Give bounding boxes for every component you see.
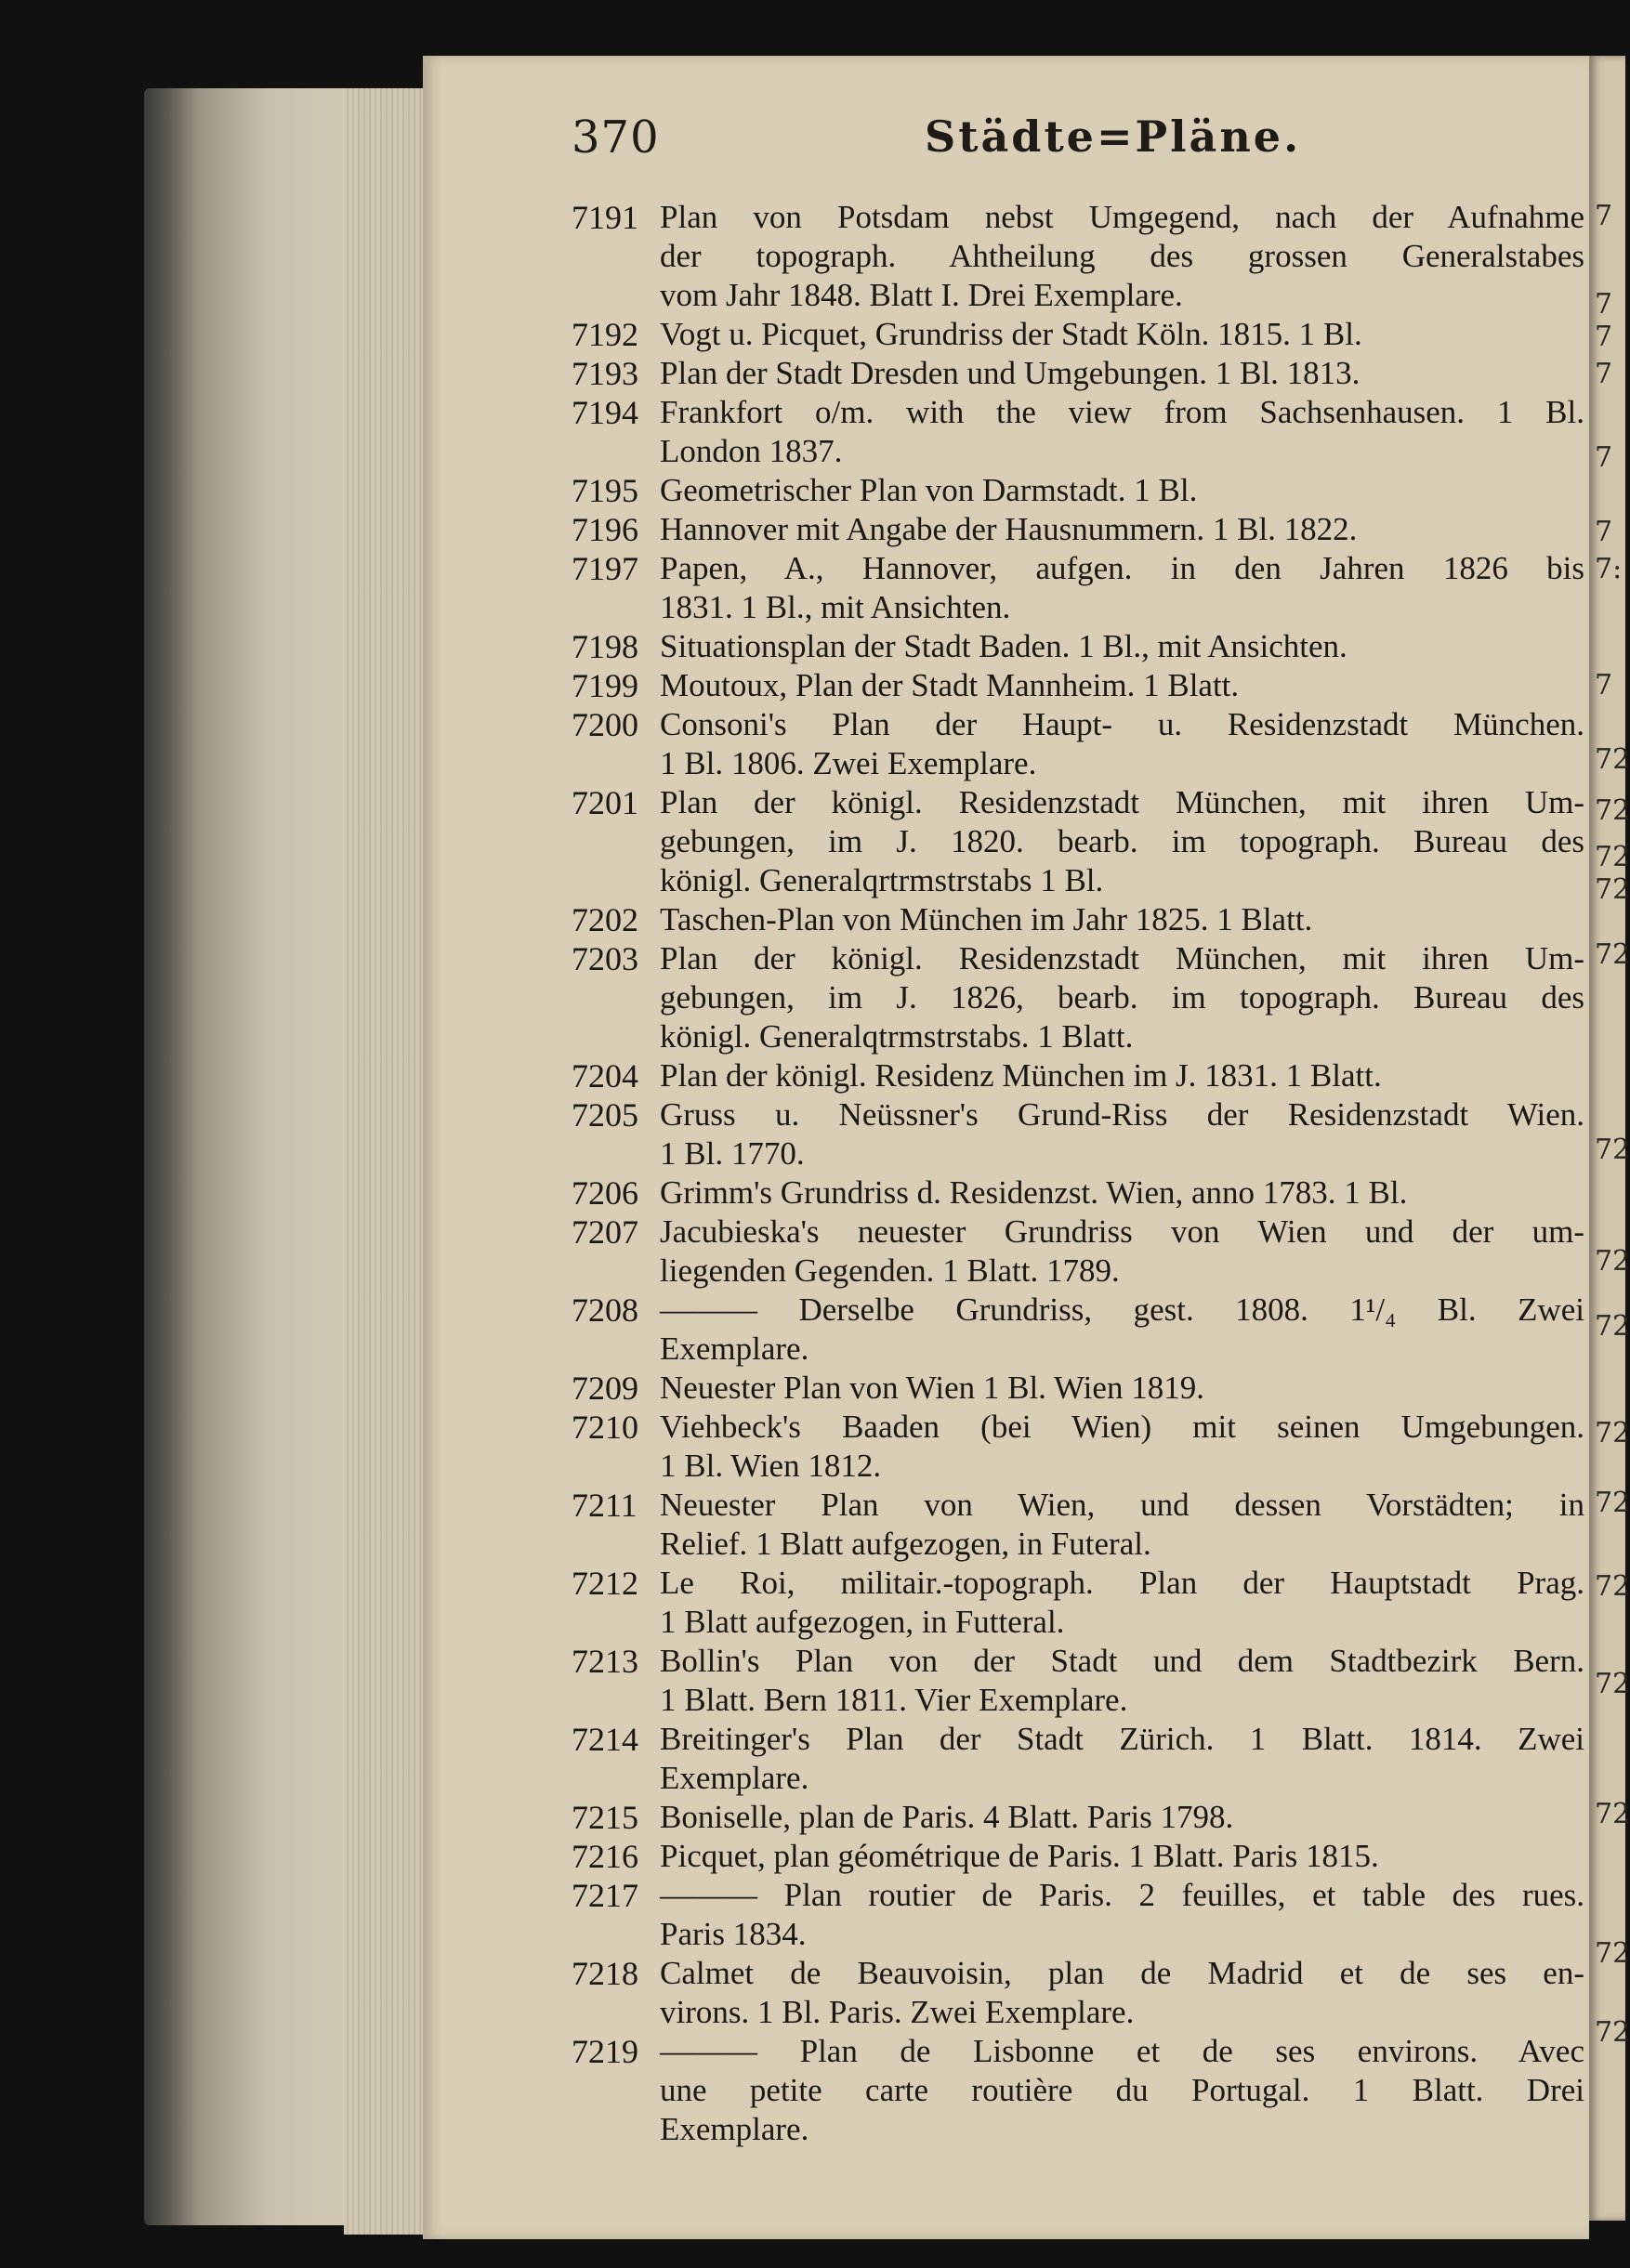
- next-page-fragment: 7: [1595, 321, 1613, 353]
- entry-text-line: Viehbeck's Baaden (bei Wien) mit seinen Umgebungen.: [660, 1409, 1584, 1445]
- entry-text-line: ——— Plan de Lisbonne et de ses environs. Avec: [660, 2033, 1584, 2069]
- entry-text-line: gebungen, im J. 1826, bearb. im topograph. Bureau des: [660, 979, 1584, 1016]
- entry-number: 7215: [572, 1799, 638, 1836]
- entry-text-line: Plan der Stadt Dresden und Umgebungen. 1 Bl. 1813.: [660, 355, 1361, 391]
- catalog-entry: [572, 1837, 1584, 1876]
- entry-text-line: 1 Bl. Wien 1812.: [660, 1448, 882, 1484]
- catalog-entry: [572, 510, 1584, 549]
- entry-text-line: Taschen-Plan von München im Jahr 1825. 1 Blatt.: [660, 901, 1313, 937]
- entry-number: 7198: [572, 628, 638, 665]
- entry-number: 7207: [572, 1213, 638, 1251]
- entry-number: 7201: [572, 784, 638, 821]
- entry-text-line: vom Jahr 1848. Blatt I. Drei Exemplare.: [660, 277, 1183, 313]
- entry-text-line: Jacubieska's neuester Grundriss von Wien und der um-: [660, 1213, 1584, 1250]
- entry-text-line: London 1837.: [660, 433, 843, 469]
- entry-text-line: Vogt u. Picquet, Grundriss der Stadt Köln. 1815. 1 Bl.: [660, 316, 1362, 352]
- next-page-fragment: 7: [1595, 441, 1613, 474]
- catalog-entry: [572, 1056, 1584, 1095]
- entry-text-line: Situationsplan der Stadt Baden. 1 Bl., mit Ansichten.: [660, 628, 1347, 664]
- entry-number: 7212: [572, 1565, 638, 1602]
- page-stack-edge: [344, 88, 427, 2235]
- entry-text-line: Plan der königl. Residenz München im J. 1831. 1 Blatt.: [660, 1057, 1382, 1094]
- next-page-fragment: 72: [1595, 938, 1630, 971]
- page-number: 370: [572, 111, 660, 164]
- entry-text-line: ——— Derselbe Grundriss, gest. 1808. 1¹/₄ Bl. Zwei: [660, 1291, 1584, 1328]
- catalog-entry: [572, 1954, 1584, 2032]
- catalog-entry: [572, 1095, 1584, 1173]
- next-page-fragment: 7:: [1595, 553, 1623, 585]
- catalog-entry: [572, 1291, 1584, 1369]
- page-header: [572, 111, 1547, 177]
- entry-text-line: Gruss u. Neüssner's Grund-Riss der Residenzstadt Wien.: [660, 1096, 1584, 1133]
- next-page-fragment: 7: [1595, 358, 1613, 390]
- next-page-fragment: 7: [1595, 288, 1613, 321]
- entry-number: 7196: [572, 511, 638, 548]
- entry-text-line: Grimm's Grundriss d. Residenzst. Wien, anno 1783. 1 Bl.: [660, 1174, 1408, 1211]
- entry-text-line: 1 Blatt aufgezogen, in Futteral.: [660, 1604, 1065, 1640]
- entry-text-line: Relief. 1 Blatt aufgezogen, in Futeral.: [660, 1526, 1151, 1562]
- entry-number: 7204: [572, 1057, 638, 1095]
- entry-text-line: 1 Bl. 1806. Zwei Exemplare.: [660, 745, 1037, 781]
- next-page-fragment: 72: [1595, 743, 1630, 776]
- entry-number: 7203: [572, 940, 638, 977]
- entry-number: 7202: [572, 901, 638, 938]
- entry-number: 7206: [572, 1174, 638, 1212]
- entry-text-line: Plan der königl. Residenzstadt München, mit ihren Um-: [660, 784, 1584, 820]
- entry-text-line: une petite carte routière du Portugal. 1 Blatt. Drei: [660, 2072, 1584, 2108]
- catalog-entry: [572, 705, 1584, 783]
- entry-text-line: Neuester Plan von Wien, und dessen Vorstädten; in: [660, 1487, 1584, 1523]
- entry-text-line: 1 Bl. 1770.: [660, 1135, 805, 1172]
- entry-number: 7194: [572, 394, 638, 431]
- catalog-entry: [572, 783, 1584, 900]
- entry-text-line: virons. 1 Bl. Paris. Zwei Exemplare.: [660, 1994, 1135, 2030]
- catalog-entry: [572, 471, 1584, 510]
- entry-text-line: Neuester Plan von Wien 1 Bl. Wien 1819.: [660, 1370, 1204, 1406]
- entry-text-line: ——— Plan routier de Paris. 2 feuilles, et table des rues.: [660, 1877, 1584, 1913]
- entry-text-line: königl. Generalqrtrmstrstabs 1 Bl.: [660, 862, 1104, 898]
- entry-number: 7208: [572, 1291, 638, 1329]
- entry-text-line: Picquet, plan géométrique de Paris. 1 Blatt. Paris 1815.: [660, 1838, 1379, 1874]
- entry-text-line: gebungen, im J. 1820. bearb. im topograph. Bureau des: [660, 823, 1584, 859]
- entry-text-line: liegenden Gegenden. 1 Blatt. 1789.: [660, 1252, 1120, 1289]
- entry-text-line: Moutoux, Plan der Stadt Mannheim. 1 Blatt.: [660, 667, 1240, 703]
- entry-text-line: königl. Generalqtrmstrstabs. 1 Blatt.: [660, 1018, 1134, 1055]
- entry-text-line: 1 Blatt. Bern 1811. Vier Exemplare.: [660, 1682, 1128, 1718]
- entry-text-line: Bollin's Plan von der Stadt und dem Stadtbezirk Bern.: [660, 1643, 1584, 1679]
- entry-number: 7216: [572, 1838, 638, 1875]
- entry-number: 7209: [572, 1370, 638, 1407]
- next-page-fragment: 72: [1595, 1668, 1630, 1700]
- catalog-entry: [572, 393, 1584, 471]
- entry-text-line: Calmet de Beauvoisin, plan de Madrid et de ses en-: [660, 1955, 1584, 1991]
- entry-text-line: Consoni's Plan der Haupt- u. Residenzstadt München.: [660, 706, 1584, 742]
- catalog-entry: [572, 900, 1584, 939]
- next-page-fragment: 72: [1595, 1417, 1630, 1449]
- catalog-entries: [572, 198, 1584, 2149]
- catalog-entry: [572, 939, 1584, 1056]
- entry-text-line: Frankfort o/m. with the view from Sachsenhausen. 1 Bl.: [660, 394, 1584, 430]
- next-page-fragment: 72: [1595, 1798, 1630, 1830]
- catalog-entry: [572, 1213, 1584, 1291]
- catalog-entry: [572, 549, 1584, 627]
- entry-number: 7211: [572, 1487, 638, 1524]
- entry-text-line: Exemplare.: [660, 2111, 809, 2147]
- entry-number: 7193: [572, 355, 638, 392]
- next-page-fragment: 7: [1595, 669, 1613, 701]
- next-page-fragment: 72: [1595, 794, 1630, 827]
- entry-number: 7197: [572, 550, 638, 587]
- entry-text-line: 1831. 1 Bl., mit Ansichten.: [660, 589, 1011, 625]
- catalog-entry: [572, 627, 1584, 666]
- next-page-edge: [1589, 56, 1630, 2221]
- next-page-fragment: 7: [1595, 200, 1613, 232]
- entry-number: 7192: [572, 316, 638, 353]
- next-page-fragment: 7: [1595, 516, 1613, 548]
- catalog-entry: [572, 1720, 1584, 1798]
- catalog-entry: [572, 354, 1584, 393]
- catalog-entry: [572, 1173, 1584, 1213]
- entry-text-line: Geometrischer Plan von Darmstadt. 1 Bl.: [660, 472, 1198, 508]
- entry-number: 7200: [572, 706, 638, 743]
- entry-text-line: Papen, A., Hannover, aufgen. in den Jahren 1826 bis: [660, 550, 1584, 586]
- catalog-entry: [572, 2032, 1584, 2149]
- entry-number: 7191: [572, 199, 638, 236]
- catalog-entry: [572, 1486, 1584, 1564]
- next-page-fragment: 72: [1595, 1245, 1630, 1278]
- next-page-fragment: 72: [1595, 1570, 1630, 1603]
- running-title: Städte=Pläne.: [925, 111, 1302, 162]
- catalog-entry: [572, 1876, 1584, 1954]
- entry-text-line: der topograph. Ahtheilung des grossen Generalstabes: [660, 238, 1584, 274]
- entry-text-line: Le Roi, militair.-topograph. Plan der Hauptstadt Prag.: [660, 1565, 1584, 1601]
- entry-number: 7195: [572, 472, 638, 509]
- entry-text-line: Boniselle, plan de Paris. 4 Blatt. Paris 1798.: [660, 1799, 1234, 1835]
- entry-number: 7210: [572, 1409, 638, 1446]
- entry-text-line: Hannover mit Angabe der Hausnummern. 1 Bl. 1822.: [660, 511, 1358, 547]
- catalog-entry: [572, 1798, 1584, 1837]
- catalog-entry: [572, 1408, 1584, 1486]
- entry-number: 7219: [572, 2033, 638, 2070]
- catalog-entry: [572, 666, 1584, 705]
- next-page-fragment: 72: [1595, 1310, 1630, 1343]
- entry-number: 7213: [572, 1643, 638, 1680]
- next-page-fragment: 72: [1595, 2016, 1630, 2049]
- entry-text-line: Breitinger's Plan der Stadt Zürich. 1 Blatt. 1814. Zwei: [660, 1721, 1584, 1757]
- entry-number: 7214: [572, 1721, 638, 1758]
- catalog-entry: [572, 198, 1584, 315]
- catalog-entry: [572, 315, 1584, 354]
- entry-number: 7218: [572, 1955, 638, 1992]
- catalog-entry: [572, 1564, 1584, 1642]
- entry-number: 7217: [572, 1877, 638, 1914]
- next-page-fragment: 72: [1595, 1937, 1630, 1970]
- entry-text-line: Plan von Potsdam nebst Umgegend, nach der Aufnahme: [660, 199, 1584, 235]
- catalog-entry: [572, 1369, 1584, 1408]
- entry-number: 7199: [572, 667, 638, 704]
- next-page-fragment: 72: [1595, 1487, 1630, 1519]
- entry-number: 7205: [572, 1096, 638, 1134]
- entry-text-line: Exemplare.: [660, 1760, 809, 1796]
- next-page-fragment: 72: [1595, 873, 1630, 906]
- catalog-entry: [572, 1642, 1584, 1720]
- entry-text-line: Plan der königl. Residenzstadt München, mit ihren Um-: [660, 940, 1584, 977]
- entry-text-line: Paris 1834.: [660, 1916, 807, 1952]
- next-page-fragment: 72: [1595, 841, 1630, 873]
- entry-text-line: Exemplare.: [660, 1331, 809, 1367]
- next-page-fragment: 72: [1595, 1134, 1630, 1166]
